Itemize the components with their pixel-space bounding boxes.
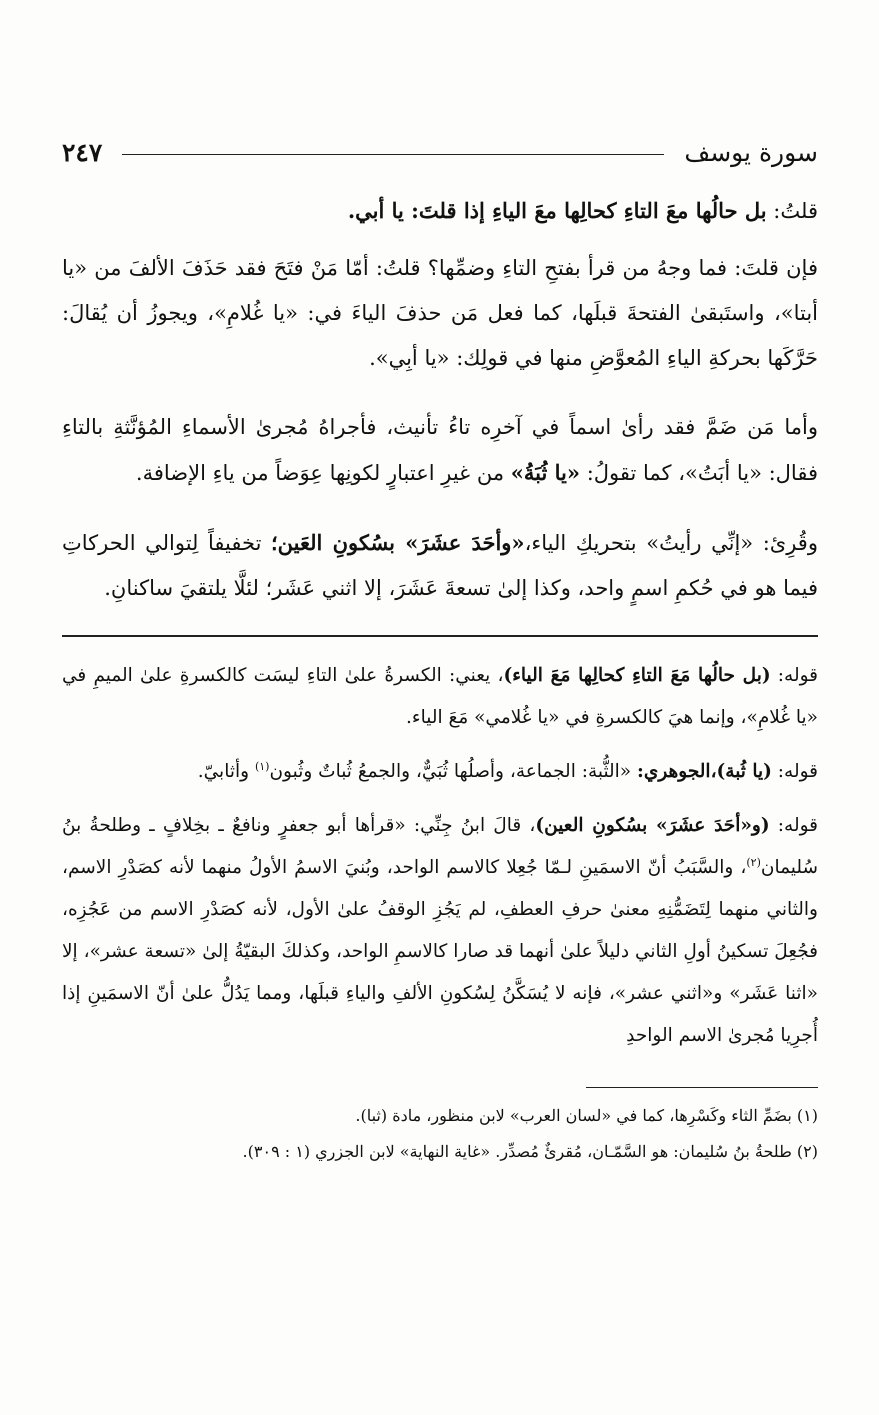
p1-bold: بل حالُها معَ التاءِ كحالِها معَ الياءِ إذا قلتَ: يا أبي.: [347, 198, 767, 223]
commentary-paragraph-2: [62, 751, 818, 793]
main-paragraph-3: [62, 405, 818, 496]
c3-tail: ، والسَّبَبُ أنّ الاسمَينِ لـمّا جُعِلا كالاسم الواحد، وبُنيَ الاسمُ الأولُ منهما لأنه كصَدْرِ الاسم، والثاني منهما لِتَضَمُّنِهِ معنىٰ حرفِ العطفِ، لم يَجُزِ الوقفُ علىٰ الأول، لأنه كصَدْرِ الاسم من عَجُزِه، فجُعِلَ تسكينُ أولِ الثاني دليلاً علىٰ أنهما قد صارا كالاسمِ الواحد، وكذلكَ البقيّةُ إلىٰ «تسعة عشر»، إلا «اثنا عَشَر» و«اثني عشر»، فإنه لا يُسَكَّنُ لِسُكونِ الألفِ والياءِ قبلَها، ومما يَدُلُّ علىٰ أنّ الاسمَينِ إذا أُجرِيا مُجرىٰ الاسم الواحدِ: [62, 857, 818, 1046]
surah-title: سورة يوسف: [684, 137, 818, 167]
commentary-section: [62, 655, 818, 1057]
p3-bold: «يا ثُبَةُ»: [510, 460, 581, 485]
commentary-paragraph-3: [62, 805, 818, 1057]
commentary-divider: [62, 635, 818, 637]
main-paragraph-4: [62, 520, 818, 611]
p4-bold: «وأحَدَ عشَرَ» بسُكونِ العَين؛: [271, 530, 525, 555]
main-paragraph-2: فإن قلتَ: فما وجهُ من قرأ بفتحِ التاءِ وضمِّها؟ قلتُ: أمّا مَنْ فتَحَ فقد حَذَفَ الألفَ من «يا أبتا»، واستَبقىٰ الفتحةَ قبلَها، كما فعل مَن حذفَ الياءَ في: «يا غُلامِ»، ويجوزُ أن يُقالَ: حَرَّكَها بحركةِ الياءِ المُعوَّضِ منها في قولِك: «يا أبِي».: [62, 256, 818, 370]
p4-text: وقُرِئ: «إنِّي رأيتُ» بتحريكِ الياء،: [524, 531, 818, 555]
c2-after: «الثُّبة: الجماعة، وأصلُها ثُبَيٌّ، والجمعُ ثُباتٌ وثُبون: [269, 761, 638, 782]
commentary-paragraph-1: [62, 655, 818, 739]
p1-lead: قلتُ:: [766, 199, 818, 223]
header-rule: [122, 154, 664, 155]
footnotes: [62, 1098, 818, 1170]
c1-after: ، يعني: الكسرةُ علىٰ التاءِ ليسَت كالكسرةِ علىٰ الميمِ في «يا غُلامِ»، وإنما هيَ كالكسرةِ في «يا غُلامي» مَعَ الياء.: [62, 665, 818, 728]
c1-bold: (بل حالُها مَعَ التاءِ كحالِها مَعَ الياء): [503, 665, 771, 686]
page-header: [62, 128, 818, 176]
footnote-1: (١) بضَمِّ الثاء وكَسْرِها، كما في «لسان العرب» لابن منظور، مادة (ثبا).: [355, 1106, 818, 1125]
main-text: [62, 188, 818, 611]
p3-after: من غيرِ اعتبارٍ لكونِها عِوَضاً من ياءِ الإضافة.: [135, 461, 511, 485]
c3-bold: (و«أحَدَ عشَرَ» بسُكونِ العين): [535, 815, 770, 836]
footnote-ref-1[interactable]: (١): [254, 759, 270, 773]
footnote-ref-2[interactable]: (٢): [746, 855, 761, 869]
p4-after: تخفيفاً لِتوالي الحركاتِ فيما هو في حُكمِ اسمٍ واحد، وكذا إلىٰ تسعةَ عَشَرَ، إلا اثني عَشَر؛ لئلَّا يلتقيَ ساكنانِ.: [62, 531, 818, 600]
c3-after: ، قالَ ابنُ جِنِّي: «قرأها أبو جعفرٍ ونافعٌ ـ بخِلافٍ ـ وطلحةُ بنُ سُليمان: [62, 815, 818, 878]
footnote-rule: [586, 1087, 818, 1088]
c1-lead: قوله:: [770, 665, 818, 686]
c2-tail: وأثابيّ.: [197, 761, 255, 782]
p3-text: وأما مَن ضَمَّ فقد رأىٰ اسماً في آخرِه تاءُ تأنيث، فأجراهُ مُجرىٰ الأسماءِ المُؤنَّثةِ بالتاءِ فقال: «يا أبَتُ»، كما تقولُ:: [62, 415, 818, 485]
main-paragraph-1: [62, 188, 818, 234]
c2-bold: (يا ثُبة)،الجوهري:: [637, 761, 772, 782]
book-page: [62, 128, 818, 1170]
c2-lead: قوله:: [771, 761, 818, 782]
footnote-2: (٢) طلحةُ بنُ سُليمان: هو السَّمّـان، مُقرئٌ مُصدِّر. «غاية النهاية» لابن الجزري (١ : ٣٠٩).: [242, 1142, 818, 1161]
page-number: ٢٤٧: [62, 137, 103, 167]
c3-lead: قوله:: [769, 815, 818, 836]
